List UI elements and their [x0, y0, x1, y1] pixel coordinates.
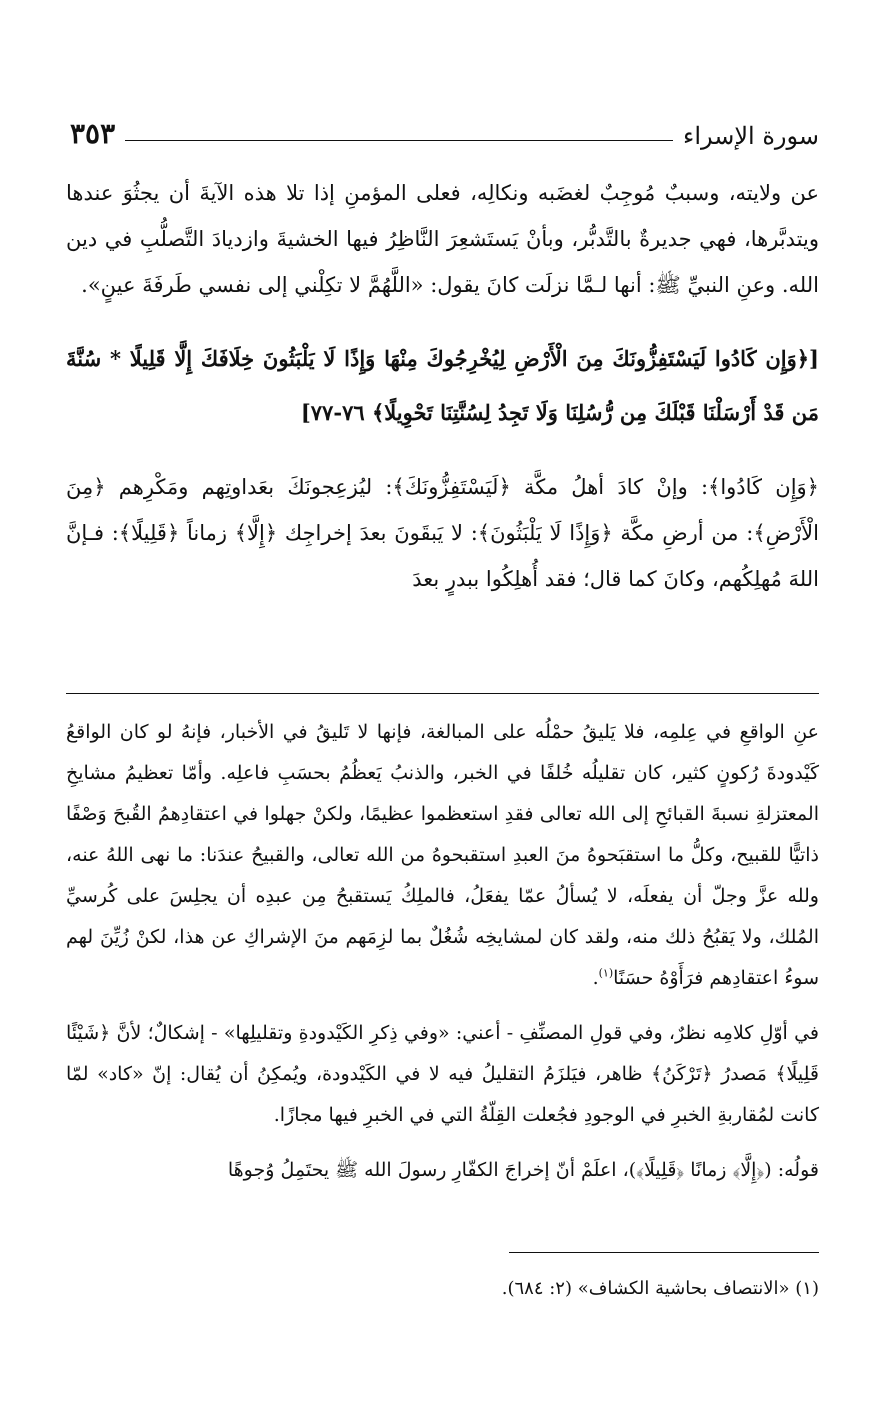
verse-reference: ٧٦-٧٧]: [300, 400, 365, 425]
note-paragraph-2: في أوّلِ كلامِه نظرٌ، وفي قولِ المصنِّفِ - أعني: «وفي ذِكرِ الكَيْدودةِ وتقليلِها» - إشكالٌ؛ لأنَّ ﴿شَيْئًا قَلِيلًا﴾ مَصدرُ ﴿تَرْكَنُ﴾ ظاهر، فيَلزَمُ التقليلُ فيه لا في الكَيْدودة، ويُمكِنُ أن يُقال: إنّ «كاد» لمّا كانت لمُقاربةِ الخبرِ في الوجودِ فجُعلت القِلّةُ التي في الخبرِ فيها مجازًا.: [66, 1022, 819, 1126]
main-paragraph-2: ﴿وَإِن كَادُوا﴾: وإنْ كادَ أهلُ مكَّة ﴿لَيَسْتَفِزُّونَكَ﴾: ليُزعِجونَكَ بعَداوتِهم ومَكْرِهم ﴿مِنَ الْأَرْضِ﴾: من أرضِ مكَّة ﴿وَإِذًا لَا يَلْبَثُونَ﴾: لا يَبقَونَ بعدَ إخراجِك ﴿إِلَّا﴾ زماناً ﴿قَلِيلًا﴾: فـإنَّ اللهَ مُهلِكُهم، وكانَ كما قال؛ فقد أُهلِكُوا ببدرٍ بعدَ: [66, 475, 819, 591]
surah-title: سورة الإسراء: [683, 122, 819, 150]
quran-verse: [66, 332, 819, 440]
commentary-divider: [66, 693, 819, 694]
note-paragraph-3: قولُه: (﴿إِلَّا﴾ زمانًا ﴿قَلِيلًا﴾)، اعلَمْ أنّ إخراجَ الكفّارِ رسولَ الله ﷺ يحتَمِلُ وُجوهًا: [227, 1159, 819, 1181]
commentary-notes: [66, 712, 819, 1205]
note-paragraph-1-text: عنِ الواقعِ في عِلمِه، فلا يَليقُ حمْلُه على المبالغة، فإنها لا تَليقُ في الأخبار، فإنهُ لو كان الواقعُ كَيْدودةَ رُكونٍ كثير، كان تقليلُه خُلفًا في الخبر، والذنبُ يَعظُمُ بحسَبِ فاعلِه. وأمّا تعظيمُ مشايخِ المعتزلةِ نسبةَ القبائحِ إلى الله تعالى فقدِ استعظموا عظيمًا، ولكنْ جهلوا في اعتقادِهمُ القُبحَ وَصْفًا ذاتيًّا للقبيح، وكلُّ ما استقبَحوهُ منَ العبدِ استقبحوهُ من الله تعالى، والقبيحُ عندَنا: ما نهى اللهُ عنه، ولله عزَّ وجلّ أن يفعلَه، لا يُسألُ عمّا يفعَلُ، فالملِكُ يَستقبحُ مِن عبدِه أن يجلِسَ على كُرسيِّ المُلك، ولا يَقبُحُ ذلك منه، ولقد كان لمشايخِه شُغُلٌ بما لزِمَهم منَ الإشراكِ عن هذا، لكنْ زُيِّنَ لهم سوءُ اعتقادِهم فرَأَوْهُ حسَنًا: [66, 721, 819, 989]
verse-text: [﴿وَإِن كَادُوا لَيَسْتَفِزُّونَكَ مِنَ الْأَرْضِ لِيُخْرِجُوكَ مِنْهَا وَإِذًا لَا يَلْبَثُونَ خِلَافَكَ إِلَّا قَلِيلًا * سُنَّةَ مَن قَدْ أَرْسَلْنَا قَبْلَكَ مِن رُّسُلِنَا وَلَا تَجِدُ لِسُنَّتِنَا تَحْوِيلًا﴾: [66, 346, 819, 425]
page-number: ٣٥٣: [70, 117, 116, 150]
footnote: (١) «الانتصاف بحاشية الكشاف» (٢: ٦٨٤).: [501, 1278, 819, 1299]
main-paragraph-1: عن ولايته، وسببٌ مُوجِبٌ لغضَبه ونكالِه، فعلى المؤمنِ إذا تلا هذه الآيةَ أن يجثُوَ عندها ويتدبَّرها، فهي جديرةٌ بالتَّدبُّر، وبأنْ يَستَشعِرَ النَّاظِرُ فيها الخشيةَ وازديادَ التَّصلُّبِ في دين الله. وعنِ النبيِّ ﷺ: أنها لـمَّا نزلَت كانَ يقول: «اللَّهُمَّ لا تكِلْني إلى نفسي طَرفَةَ عينٍ».: [66, 181, 819, 297]
footnote-rule: [509, 1252, 819, 1253]
note-paragraph-1: عنِ الواقعِ في عِلمِه، فلا يَليقُ حمْلُه على المبالغة، فإنها لا تَليقُ في الأخبار، فإنهُ لو كان الواقعُ كَيْدودةَ رُكونٍ كثير، كان تقليلُه خُلفًا في الخبر، والذنبُ يَعظُمُ بحسَبِ فاعلِه. وأمّا تعظيمُ مشايخِ المعتزلةِ نسبةَ القبائحِ إلى الله تعالى فقدِ استعظموا عظيمًا، ولكنْ جهلوا في اعتقادِهمُ القُبحَ وَصْفًا ذاتيًّا للقبيح، وكلُّ ما استقبَحوهُ منَ العبدِ استقبحوهُ من الله تعالى، والقبيحُ عندَنا: ما نهى اللهُ عنه، ولله عزَّ وجلّ أن يفعلَه، لا يُسألُ عمّا يفعَلُ، فالملِكُ يَستقبحُ مِن عبدِه أن يجلِسَ على كُرسيِّ المُلك، ولا يَقبُحُ ذلك منه، ولقد كان لمشايخِه شُغُلٌ بما لزِمَهم منَ الإشراكِ عن هذا، لكنْ زُيِّنَ لهم سوءُ اعتقادِهم فرَأَوْهُ حسَنًا$^{(١)}$.: [66, 721, 819, 989]
header-rule: [125, 140, 673, 141]
footnote-marker: (١): [598, 966, 614, 980]
page-header: [70, 110, 819, 150]
main-text: [66, 170, 819, 602]
